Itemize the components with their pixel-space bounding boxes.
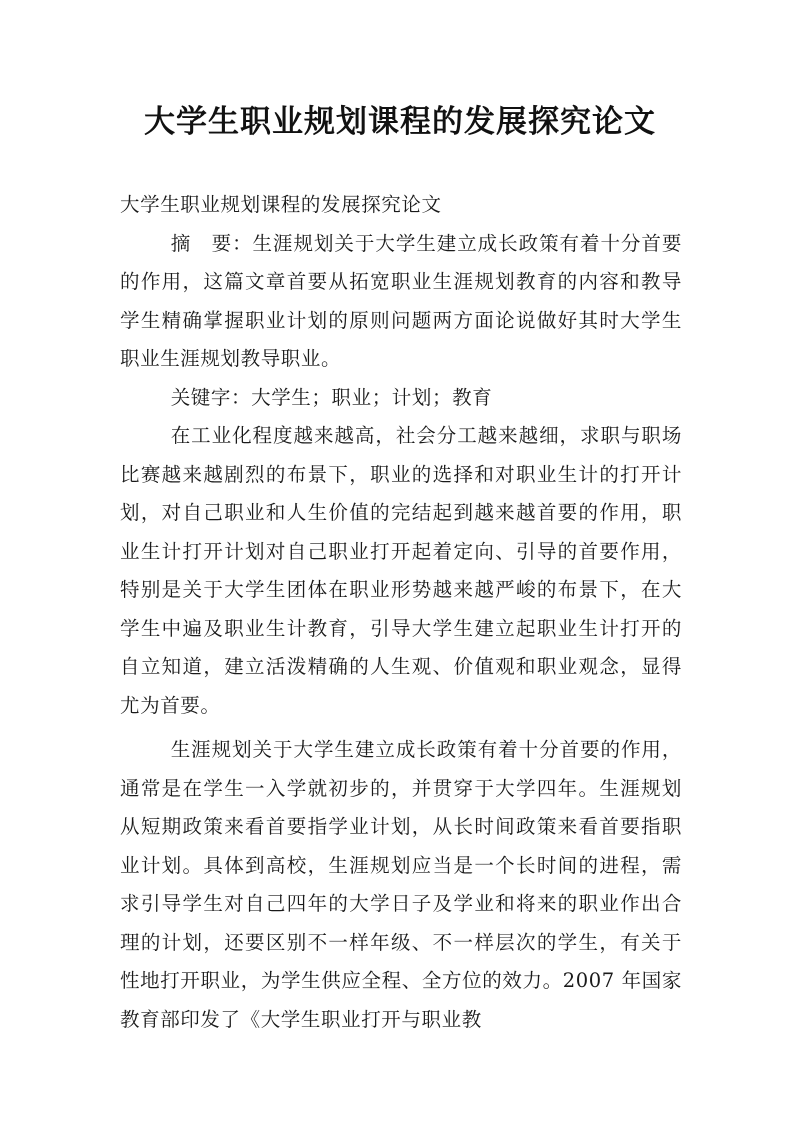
subtitle-line: 大学生职业规划课程的发展探究论文 (120, 193, 442, 216)
body-paragraph: 生涯规划关于大学生建立成长政策有着十分首要的作用，通常是在学生一入学就初步的，并贯穿于大学四年。生涯规划从短期政策来看首要指学业计划，从长时间政策来看首要指职业计划。具体到高校，生涯规划应当是一个长时间的进程，需求引导学生对自己四年的大学日子及学业和将来的职业作出合理的计划，还要区别不一样年级、不一样层次的学生，有关于性地打开职业，为学生供应全程、全方位的效力。2007 年国家教育部印发了《大学生职业打开与职业教 (120, 738, 682, 1031)
document-body (120, 186, 682, 1039)
abstract-paragraph: 摘 要：生涯规划关于大学生建立成长政策有着十分首要的作用，这篇文章首要从拓宽职业生涯规划教育的内容和教导学生精确掌握职业计划的原则问题两方面论说做好其时大学生职业生涯规划教导职业。 (120, 231, 682, 370)
body-paragraph: 在工业化程度越来越高，社会分工越来越细，求职与职场比赛越来越剧烈的布景下，职业的选择和对职业生计的打开计划，对自己职业和人生价值的完结起到越来越首要的作用，职业生计打开计划对自己职业打开起着定向、引导的首要作用，特别是关于大学生团体在职业形势越来越严峻的布景下，在大学生中遍及职业生计教育，引导大学生建立起职业生计打开的自立知道，建立活泼精确的人生观、价值观和职业观念，显得尤为首要。 (120, 424, 682, 717)
keywords-line: 关键字：大学生；职业；计划；教育 (170, 385, 493, 409)
document-title: 大学生职业规划课程的发展探究论文 (144, 104, 656, 140)
